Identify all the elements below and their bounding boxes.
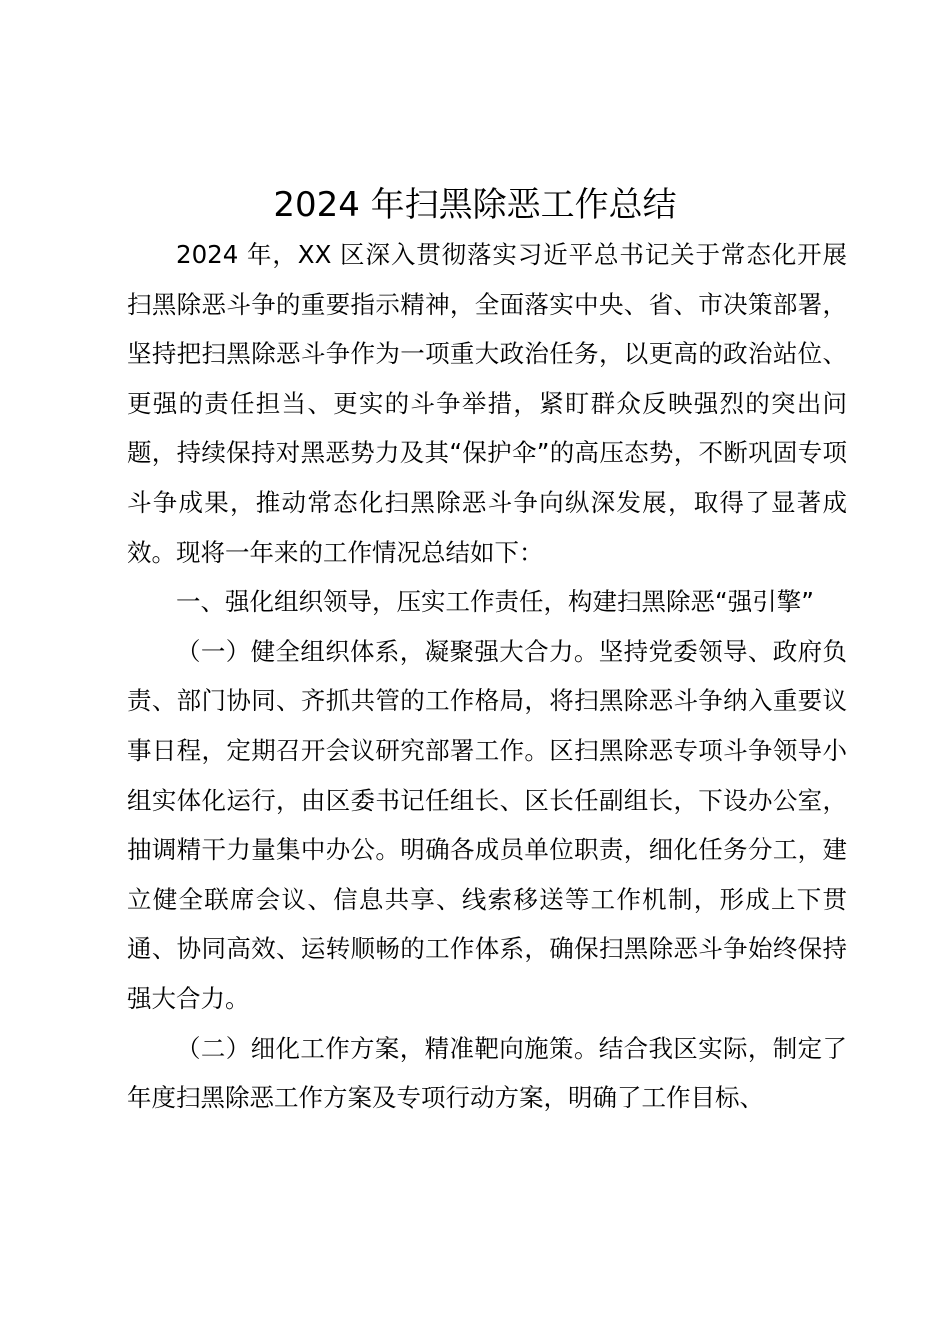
subsection-paragraph-2: （二）细化工作方案，精准靶向施策。结合我区实际，制定了年度扫黑除恶工作方案及专项行动方案，明确了工作目标、 <box>127 1033 847 1113</box>
intro-paragraph: 2024 年，XX 区深入贯彻落实习近平总书记关于常态化开展扫黑除恶斗争的重要指示精神，全面落实中央、省、市决策部署，坚持把扫黑除恶斗争作为一项重大政治任务，以更高的政治站位、更强的责任担当、更实的斗争举措，紧盯群众反映强烈的突出问题，持续保持对黑恶势力及其“保护伞”的高压态势，不断巩固专项斗争成果，推动常态化扫黑除恶斗争向纵深发展，取得了显著成效。现将一年来的工作情况总结如下： <box>127 240 847 567</box>
section-heading-1: 一、强化组织领导，压实工作责任，构建扫黑除恶“强引擎” <box>176 587 814 617</box>
document-title: 2024 年扫黑除恶工作总结 <box>273 185 677 225</box>
document-body <box>127 230 847 1123</box>
subsection-paragraph-1: （一）健全组织体系，凝聚强大合力。坚持党委领导、政府负责、部门协同、齐抓共管的工作格局，将扫黑除恶斗争纳入重要议事日程，定期召开会议研究部署工作。区扫黑除恶专项斗争领导小组实体化运行，由区委书记任组长、区长任副组长，下设办公室，抽调精干力量集中办公。明确各成员单位职责，细化任务分工，建立健全联席会议、信息共享、线索移送等工作机制，形成上下贯通、协同高效、运转顺畅的工作体系，确保扫黑除恶斗争始终保持强大合力。 <box>127 636 847 1013</box>
